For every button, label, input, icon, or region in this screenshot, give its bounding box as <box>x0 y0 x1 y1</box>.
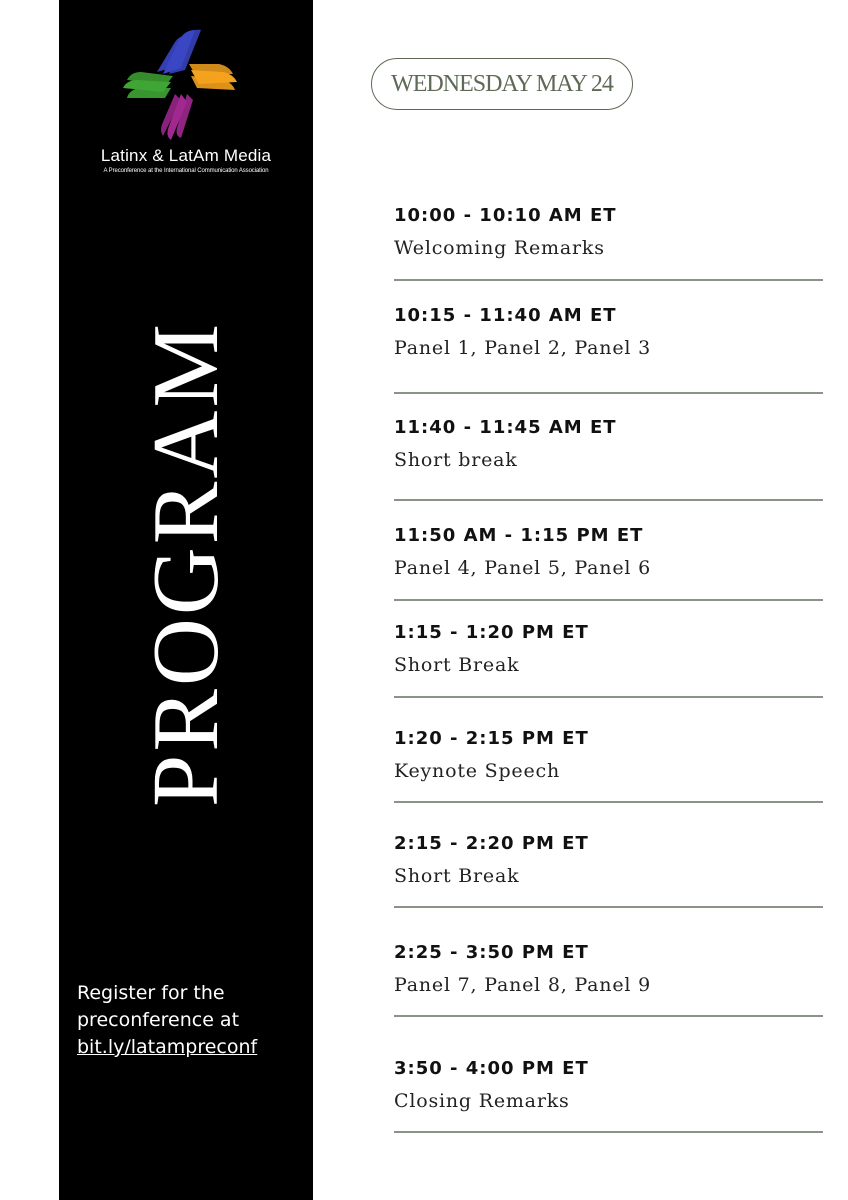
conference-logo-icon <box>121 22 241 142</box>
schedule-item <box>394 1058 823 1112</box>
schedule-time: 2:25 - 3:50 PM ET <box>394 942 589 963</box>
register-link[interactable]: bit.ly/latampreconf <box>77 1036 258 1058</box>
schedule-item <box>394 305 823 359</box>
date-badge: WEDNESDAY MAY 24 <box>371 58 633 110</box>
schedule-description: Panel 7, Panel 8, Panel 9 <box>394 974 651 996</box>
schedule-item <box>394 525 823 579</box>
schedule-item <box>394 942 823 996</box>
schedule-time: 11:40 - 11:45 AM ET <box>394 417 617 438</box>
divider <box>394 392 823 394</box>
divider <box>394 1015 823 1017</box>
schedule-time: 11:50 AM - 1:15 PM ET <box>394 525 644 546</box>
schedule-description: Keynote Speech <box>394 760 561 782</box>
schedule-description: Panel 1, Panel 2, Panel 3 <box>394 337 651 359</box>
divider <box>394 599 823 601</box>
schedule-time: 3:50 - 4:00 PM ET <box>394 1058 589 1079</box>
divider <box>394 1131 823 1133</box>
schedule-item <box>394 622 823 676</box>
divider <box>394 801 823 803</box>
schedule-time: 1:20 - 2:15 PM ET <box>394 728 589 749</box>
divider <box>394 906 823 908</box>
logo-green-petal <box>123 72 173 98</box>
logo-subtitle: A Preconference at the International Communication Association <box>103 168 269 174</box>
schedule-item <box>394 205 823 259</box>
schedule-time: 10:00 - 10:10 AM ET <box>394 205 617 226</box>
divider <box>394 499 823 501</box>
logo-title: Latinx & LatAm Media <box>100 146 272 165</box>
sidebar <box>59 0 313 1200</box>
schedule-time: 10:15 - 11:40 AM ET <box>394 305 617 326</box>
logo-orange-petal <box>189 64 237 90</box>
program-title: PROGRAM <box>134 321 238 807</box>
schedule-description: Welcoming Remarks <box>394 237 605 259</box>
schedule-description: Short Break <box>394 654 520 676</box>
schedule-item <box>394 728 823 782</box>
schedule-description: Short Break <box>394 865 520 887</box>
logo-purple-petal <box>161 94 193 140</box>
register-line-1: Register for the <box>77 982 225 1004</box>
schedule-description: Closing Remarks <box>394 1090 570 1112</box>
divider <box>394 279 823 281</box>
schedule-item <box>394 417 823 471</box>
schedule-description: Short break <box>394 449 518 471</box>
schedule-time: 2:15 - 2:20 PM ET <box>394 833 589 854</box>
register-line-2: preconference at <box>77 1009 240 1031</box>
divider <box>394 696 823 698</box>
schedule-description: Panel 4, Panel 5, Panel 6 <box>394 557 651 579</box>
schedule-time: 1:15 - 1:20 PM ET <box>394 622 589 643</box>
register-callout <box>77 980 257 1061</box>
schedule-item <box>394 833 823 887</box>
